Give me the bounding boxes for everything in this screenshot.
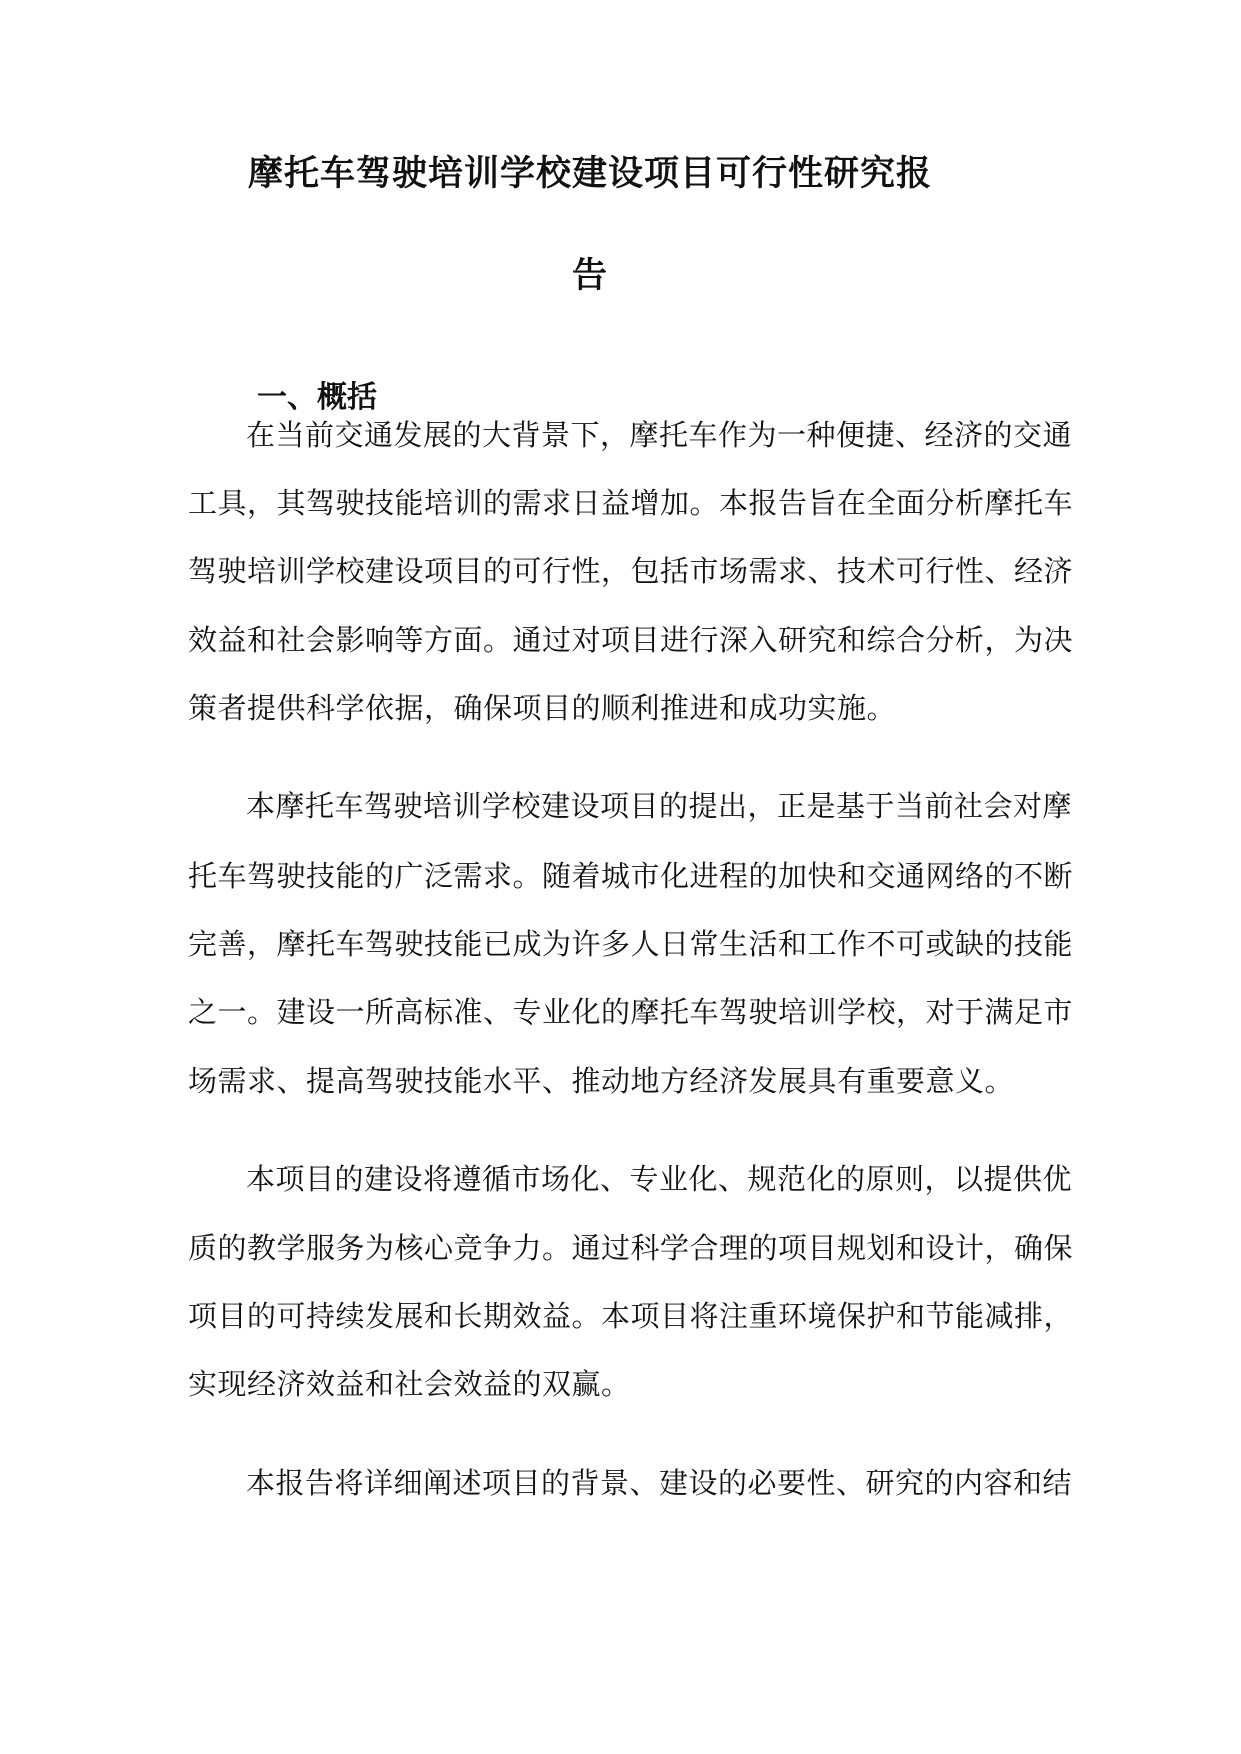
paragraph-3-line-1: 本项目的建设将遵循市场化、专业化、规范化的原则，以提供优 — [246, 1162, 1073, 1196]
paragraph-4-line-1: 本报告将详细阐述项目的背景、建设的必要性、研究的内容和结 — [246, 1466, 1073, 1500]
paragraph-2-line-2: 托车驾驶技能的广泛需求。随着城市化进程的加快和交通网络的不断 — [188, 859, 1074, 893]
paragraph-2-line-4: 之一。建设一所高标准、专业化的摩托车驾驶培训学校，对于满足市 — [188, 995, 1074, 1029]
paragraph-1-line-3: 驾驶培训学校建设项目的可行性，包括市场需求、技术可行性、经济 — [188, 554, 1074, 588]
paragraph-1-line-4: 效益和社会影响等方面。通过对项目进行深入研究和综合分析，为决 — [188, 623, 1074, 657]
paragraph-2-line-5: 场需求、提高驾驶技能水平、推动地方经济发展具有重要意义。 — [188, 1064, 1015, 1098]
paragraph-3-line-2: 质的教学服务为核心竞争力。通过科学合理的项目规划和设计，确保 — [188, 1231, 1074, 1265]
report-title-line-1: 摩托车驾驶培训学校建设项目可行性研究报 — [247, 154, 932, 194]
paragraph-1-line-2: 工具，其驾驶技能培训的需求日益增加。本报告旨在全面分析摩托车 — [188, 486, 1074, 520]
paragraph-2-line-3: 完善，摩托车驾驶技能已成为许多人日常生活和工作不可或缺的技能 — [188, 927, 1074, 961]
paragraph-1-line-1: 在当前交通发展的大背景下，摩托车作为一种便捷、经济的交通 — [246, 418, 1073, 452]
paragraph-3-line-3: 项目的可持续发展和长期效益。本项目将注重环境保护和节能减排， — [188, 1299, 1074, 1333]
paragraph-3-line-4: 实现经济效益和社会效益的双赢。 — [188, 1367, 631, 1401]
section-heading: 一、概括 — [257, 380, 377, 415]
report-title-line-2: 告 — [571, 256, 608, 296]
paragraph-2-line-1: 本摩托车驾驶培训学校建设项目的提出，正是基于当前社会对摩 — [246, 789, 1073, 823]
paragraph-1-line-5: 策者提供科学依据，确保项目的顺利推进和成功实施。 — [188, 691, 897, 725]
